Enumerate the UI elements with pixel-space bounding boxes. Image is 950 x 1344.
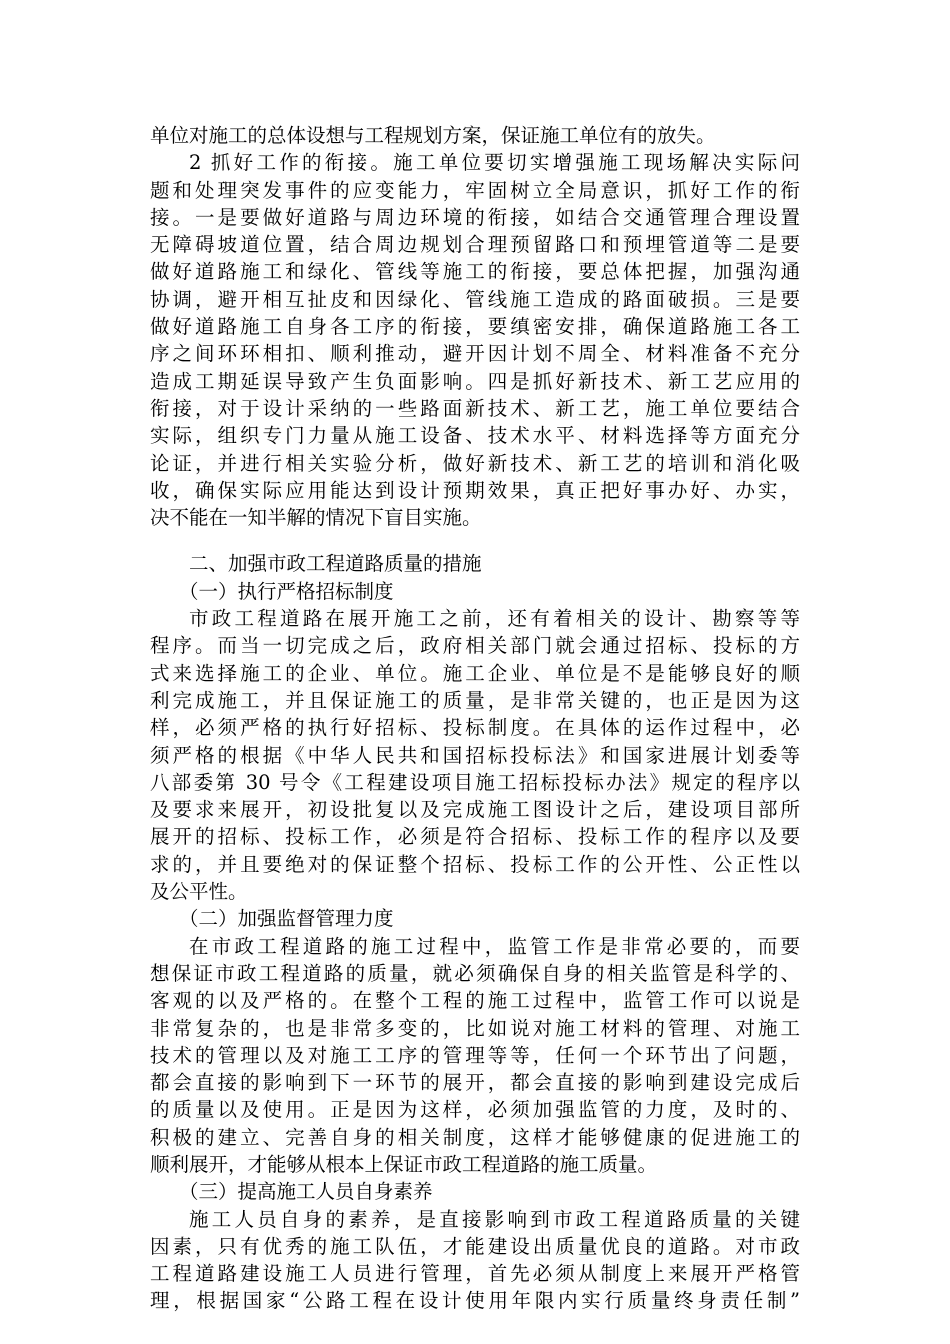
text-line: 决不能在一知半解的情况下盲目实施。 (150, 506, 482, 530)
text-line: 非常复杂的，也是非常多变的，比如说对施工材料的管理、对施工 (150, 1016, 800, 1040)
text-line: 做好道路施工自身各工序的衔接，要缜密安排，确保道路施工各工 (150, 315, 800, 339)
text-line: （二）加强监督管理力度 (179, 907, 394, 931)
text-line: 工程道路建设施工人员进行管理，首先必须从制度上来展开严格管 (150, 1262, 800, 1286)
text-line: 理，根据国家“公路工程在设计使用年限内实行质量终身责任制” (150, 1289, 800, 1313)
text-line: 顺利展开，才能够从根本上保证市政工程道路的施工质量。 (150, 1152, 658, 1176)
text-line: 程序。而当一切完成之后，政府相关部门就会通过招标、投标的方 (150, 634, 800, 658)
text-line: 在市政工程道路的施工过程中，监管工作是非常必要的，而要 (189, 934, 800, 958)
text-line: 客观的以及严格的。在整个工程的施工过程中，监管工作可以说是 (150, 989, 800, 1013)
text-line: 做好道路施工和绿化、管线等施工的衔接，要总体把握，加强沟通 (150, 260, 800, 284)
text-line: 市政工程道路在展开施工之前，还有着相关的设计、勘察等等 (189, 607, 800, 631)
text-line: 样，必须严格的执行好招标、投标制度。在具体的运作过程中，必 (150, 716, 800, 740)
text-line: 接。一是要做好道路与周边环境的衔接，如结合交通管理合理设置 (150, 205, 800, 229)
text-line: 的质量以及使用。正是因为这样，必须加强监管的力度，及时的、 (150, 1098, 800, 1122)
text-line: 协调，避开相互扯皮和因绿化、管线施工造成的路面破损。三是要 (150, 287, 800, 311)
text-line: 实际，组织专门力量从施工设备、技术水平、材料选择等方面充分 (150, 424, 800, 448)
text-line: 展开的招标、投标工作，必须是符合招标、投标工作的程序以及要 (150, 825, 800, 849)
text-line: 求的，并且要绝对的保证整个招标、投标工作的公开性、公正性以 (150, 852, 800, 876)
text-line: 收，确保实际应用能达到设计预期效果，真正把好事办好、办实， (150, 478, 800, 502)
text-line: （三）提高施工人员自身素养 (179, 1180, 433, 1204)
text-line: 衔接，对于设计采纳的一些路面新技术、新工艺，施工单位要结合 (150, 396, 800, 420)
text-line: 论证，并进行相关实验分析，做好新技术、新工艺的培训和消化吸 (150, 451, 800, 475)
text-line: 想保证市政工程道路的质量，就必须确保自身的相关监管是科学的、 (150, 961, 800, 985)
text-line: （一）执行严格招标制度 (179, 579, 394, 603)
text-line: 序之间环环相扣、顺利推动，避开因计划不周全、材料准备不充分 (150, 342, 800, 366)
paragraph-gap (150, 531, 800, 550)
text-line: 造成工期延误导致产生负面影响。四是抓好新技术、新工艺应用的 (150, 369, 800, 393)
text-line: 题和处理突发事件的应变能力，牢固树立全局意识，抓好工作的衔 (150, 178, 800, 202)
text-line: 利完成施工，并且保证施工的质量，是非常关键的，也正是因为这 (150, 688, 800, 712)
text-line: 技术的管理以及对施工工序的管理等等，任何一个环节出了问题， (150, 1043, 800, 1067)
text-line: 及要求来展开，初设批复以及完成施工图设计之后，建设项目部所 (150, 798, 800, 822)
text-line: 单位对施工的总体设想与工程规划方案，保证施工单位有的放失。 (150, 124, 716, 147)
text-line: 2 抓好工作的衔接。施工单位要切实增强施工现场解决实际问 (189, 151, 800, 175)
text-line: 积极的建立、完善自身的相关制度，这样才能够健康的促进施工的 (150, 1125, 800, 1149)
text-line: 施工人员自身的素养，是直接影响到市政工程道路质量的关键 (189, 1207, 800, 1231)
text-line: 八部委第 30 号令《工程建设项目施工招标投标办法》规定的程序以 (150, 770, 800, 794)
text-line: 都会直接的影响到下一环节的展开，都会直接的影响到建设完成后 (150, 1071, 800, 1095)
text-line: 因素，只有优秀的施工队伍，才能建设出质量优良的道路。对市政 (150, 1234, 800, 1258)
text-line: 无障碍坡道位置，结合周边规划合理预留路口和预埋管道等二是要 (150, 233, 800, 257)
text-line: 式来选择施工的企业、单位。施工企业、单位是不是能够良好的顺 (150, 661, 800, 685)
text-line: 及公平性。 (150, 880, 248, 904)
text-line: 二、加强市政工程道路质量的措施 (189, 552, 482, 576)
text-line: 须严格的根据《中华人民共和国招标投标法》和国家进展计划委等 (150, 743, 800, 767)
